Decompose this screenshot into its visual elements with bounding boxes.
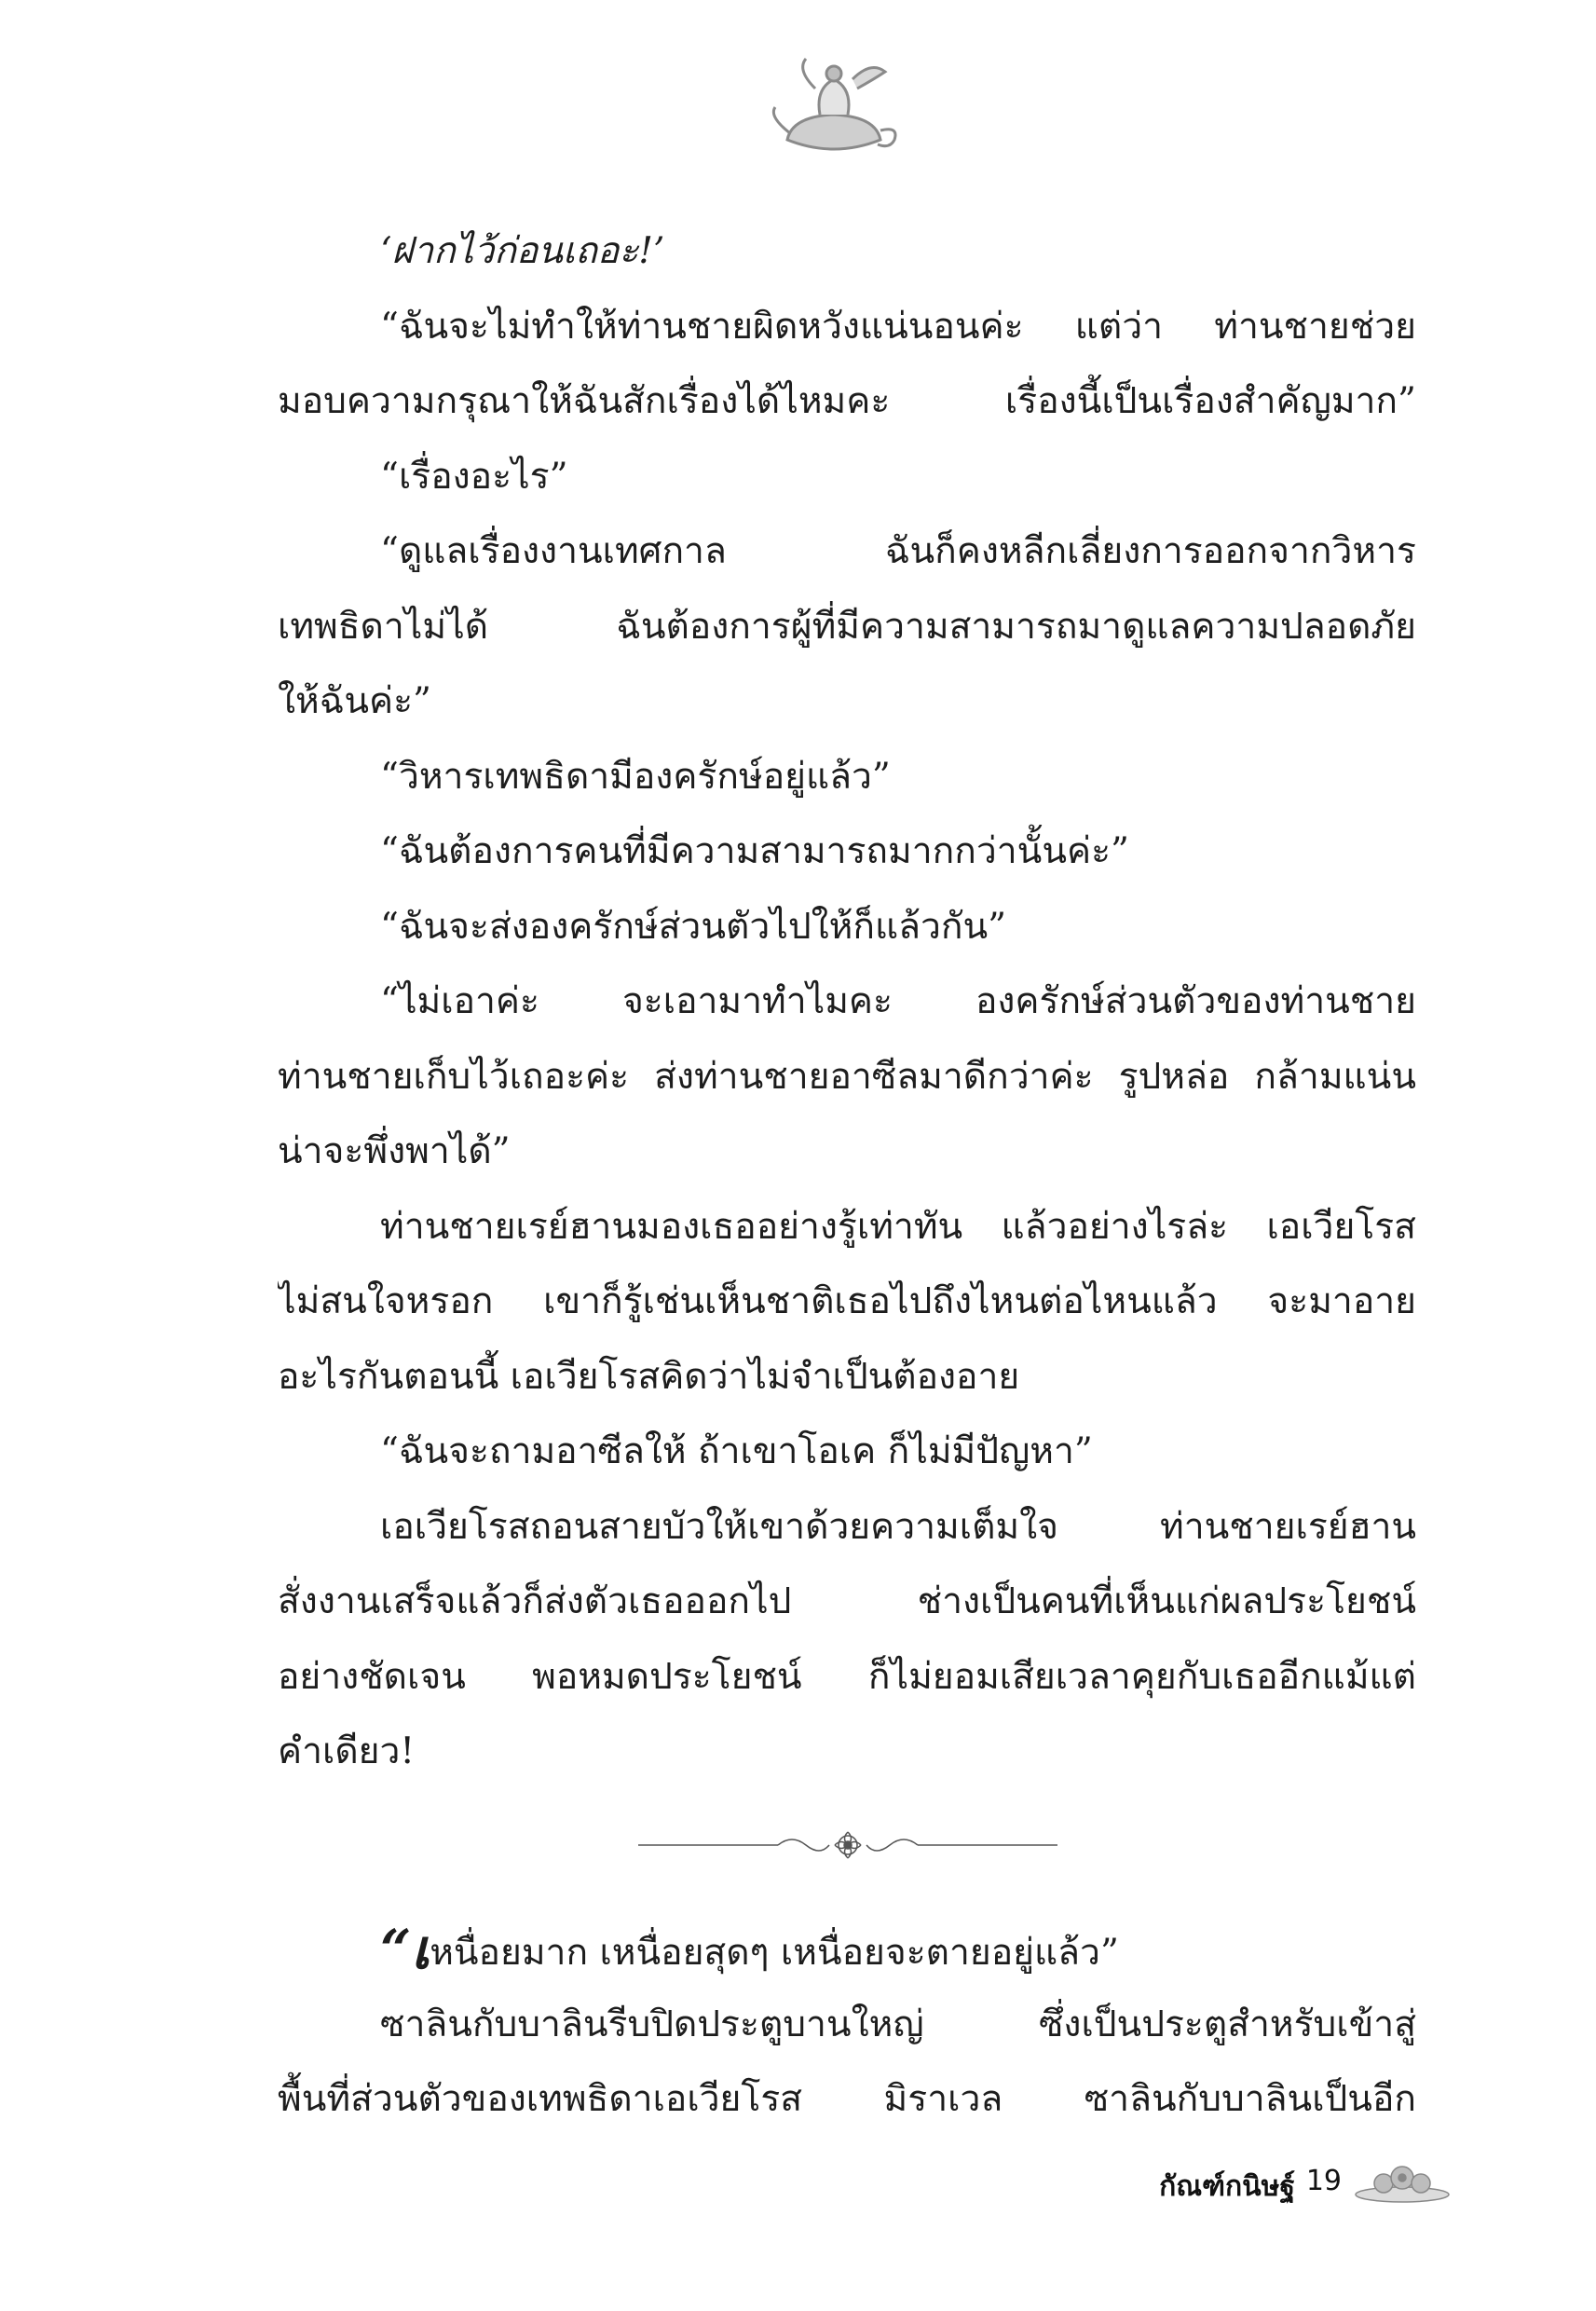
text-line: ท่านชายเรย์ฮานมองเธออย่างรู้เท่าทัน แล้วอย่างไรล่ะ เอเวียโรส xyxy=(380,1205,1416,1248)
text-line: สั่งงานเสร็จแล้วก็ส่งตัวเธอออกไป ช่างเป็นคนที่เห็นแก่ผลประโยชน์ xyxy=(278,1580,1416,1622)
text-line: ไม่สนใจหรอก เขาก็รู้เช่นเห็นชาติเธอไปถึงไหนต่อไหนแล้ว จะมาอาย xyxy=(278,1280,1416,1322)
drop-quote: “เ xyxy=(380,1918,430,1981)
text-line: น่าจะพึ่งพาได้” xyxy=(278,1130,511,1172)
text-line: พื้นที่ส่วนตัวของเทพธิดาเอเวียโรส มิราเวล ซาลินกับบาลินเป็นอีก xyxy=(278,2078,1416,2120)
body-text xyxy=(278,214,1416,1790)
text-line: อะไรกันตอนนี้ เอเวียโรสคิดว่าไม่จำเป็นต้องอาย xyxy=(278,1355,1020,1398)
text-line: “ไม่เอาค่ะ จะเอามาทำไมคะ องครักษ์ส่วนตัวของท่านชาย xyxy=(380,980,1416,1022)
text-line: คำเดียว! xyxy=(278,1730,416,1772)
text-line: ท่านชายเก็บไว้เถอะค่ะ ส่งท่านชายอาซีลมาดีกว่าค่ะ รูปหล่อ กล้ามแน่น xyxy=(278,1055,1416,1098)
text-line: ซาลินกับบาลินรีบปิดประตูบานใหญ่ ซึ่งเป็นประตูสำหรับเข้าสู่ xyxy=(380,2003,1416,2045)
text-line: “ฉันจะส่งองครักษ์ส่วนตัวไปให้ก็แล้วกัน” xyxy=(380,905,1007,948)
text-line: “ฉันจะถามอาซีลให้ ถ้าเขาโอเค ก็ไม่มีปัญหา” xyxy=(380,1430,1093,1472)
text-line: อย่างชัดเจน พอหมดประโยชน์ ก็ไม่ยอมเสียเวลาคุยกับเธออีกแม้แต่ xyxy=(278,1655,1416,1698)
text-line: “ฉันจะไม่ทำให้ท่านชายผิดหวังแน่นอนค่ะ แต่ว่า ท่านชายช่วย xyxy=(380,305,1416,348)
section-two-text xyxy=(278,1912,1416,2138)
flower-cluster-icon xyxy=(1351,2157,1453,2208)
text-line: “เรื่องอะไร” xyxy=(380,455,568,498)
text-line: หนื่อยมาก เหนื่อยสุดๆ เหนื่อยจะตายอยู่แล้ว” xyxy=(430,1932,1119,1974)
text-line: เทพธิดาไม่ได้ ฉันต้องการผู้ที่มีความสามารถมาดูแลความปลอดภัย xyxy=(278,605,1416,648)
cupid-teapot-icon xyxy=(764,51,904,163)
text-line: ให้ฉันค่ะ” xyxy=(278,680,431,722)
text-line-with-drop-quote xyxy=(278,1912,1416,1988)
text-line: “วิหารเทพธิดามีองครักษ์อยู่แล้ว” xyxy=(380,755,891,798)
text-line: เอเวียโรสถอนสายบัวให้เขาด้วยความเต็มใจ ท่านชายเรย์ฮาน xyxy=(380,1505,1416,1548)
text-line: “ดูแลเรื่องงานเทศกาล ฉันก็คงหลีกเลี่ยงการออกจากวิหาร xyxy=(380,530,1416,572)
text-line: ‘ฝากไว้ก่อนเถอะ!’ xyxy=(380,230,665,272)
page-footer xyxy=(1118,2157,1453,2213)
text-line: มอบความกรุณาให้ฉันสักเรื่องได้ไหมคะ เรื่องนี้เป็นเรื่องสำคัญมาก” xyxy=(278,380,1416,422)
page-number: 19 xyxy=(1305,2165,1342,2197)
text-line: “ฉันต้องการคนที่มีความสามารถมากกว่านั้นค่ะ” xyxy=(380,830,1129,872)
floral-divider-icon xyxy=(638,1826,1057,1864)
book-title: กัณฑ์กนิษฐ์ xyxy=(1159,2170,1295,2203)
